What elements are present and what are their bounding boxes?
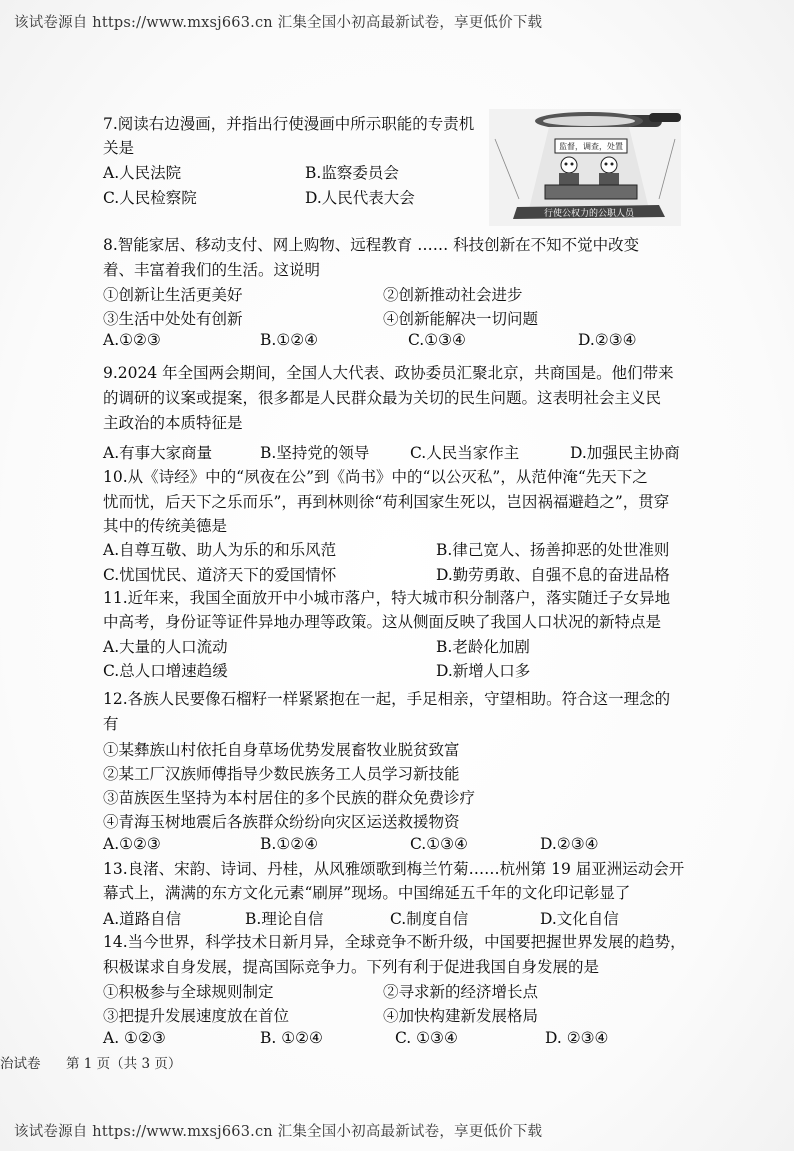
q11-option-a: A.大量的人口流动 — [103, 638, 228, 656]
q10-stem-line-3: 其中的传统美德是 — [103, 517, 228, 535]
q7-option-d: D.人民代表大会 — [305, 189, 415, 207]
q10-stem-line-2: 忧而忧，后天下之乐而乐”，再到林则徐“苟利国家生死以，岂因祸福避趋之”，贯穿 — [103, 493, 670, 511]
q14-stem-line-2: 积极谋求自身发展，提高国际竞争力。下列有利于促进我国自身发展的是 — [103, 958, 600, 976]
q12-option-a: A.①②③ — [103, 835, 161, 853]
q12-option-c: C.①③④ — [410, 835, 468, 853]
source-header: 该试卷源自 https://www.mxsj663.cn 汇集全国小初高最新试卷，享更低价下载 — [14, 15, 543, 31]
q14-option-c: C. ①③④ — [395, 1029, 458, 1047]
q7-stem-line-2: 关是 — [103, 139, 135, 157]
q11-stem-line-1: 11.近年来，我国全面放开中小城市落户，特大城市积分制落户，落实随迁子女异地 — [103, 589, 671, 607]
q14-statement-4: ④加快构建新发展格局 — [383, 1007, 539, 1025]
q11-stem-line-2: 中高考，身份证等证件异地办理等政策。这从侧面反映了我国人口状况的新特点是 — [103, 613, 662, 631]
q14-option-d: D. ②③④ — [545, 1029, 609, 1047]
q13-option-b: B.理论自信 — [245, 910, 324, 928]
q11-option-d: D.新增人口多 — [436, 662, 531, 680]
footer-subject-fragment: 治试卷 — [0, 1056, 41, 1072]
q14-statement-2: ②寻求新的经济增长点 — [383, 983, 539, 1001]
q14-option-a: A. ①②③ — [103, 1029, 166, 1047]
comic-sign: 监督，调查，处置 — [559, 142, 623, 151]
q8-option-b: B.①②④ — [260, 331, 319, 349]
q10-option-b: B.律己宽人、扬善抑恶的处世准则 — [436, 541, 670, 559]
q9-stem-line-1: 9.2024 年全国两会期间，全国人大代表、政协委员汇聚北京，共商国是。他们带来 — [103, 364, 674, 382]
q12-statement-1: ①某彝族山村依托自身草场优势发展畜牧业脱贫致富 — [103, 741, 460, 759]
page-number: 第 1 页（共 3 页） — [66, 1056, 182, 1072]
cartoon-illustration — [489, 109, 681, 226]
q10-option-c: C.忧国忧民、道济天下的爱国情怀 — [103, 566, 337, 584]
q12-statement-2: ②某工厂汉族师傅指导少数民族务工人员学习新技能 — [103, 765, 460, 783]
q10-option-d: D.勤劳勇敢、自强不息的奋进品格 — [436, 566, 670, 584]
q8-stem-line-2: 着、丰富着我们的生活。这说明 — [103, 261, 321, 279]
q8-option-d: D.②③④ — [578, 331, 637, 349]
q12-stem-line-2: 有 — [103, 715, 119, 733]
source-footer: 该试卷源自 https://www.mxsj663.cn 汇集全国小初高最新试卷，享更低价下载 — [14, 1124, 543, 1140]
q10-stem-line-1: 10.从《诗经》中的“夙夜在公”到《尚书》中的“以公灭私”，从范仲淹“先天下之 — [103, 468, 648, 486]
q8-statement-2: ②创新推动社会进步 — [383, 286, 523, 304]
q9-option-d: D.加强民主协商 — [570, 444, 680, 462]
q12-statement-3: ③苗族医生坚持为本村居住的多个民族的群众免费诊疗 — [103, 789, 476, 807]
q14-statement-3: ③把提升发展速度放在首位 — [103, 1007, 290, 1025]
q9-option-c: C.人民当家作主 — [410, 444, 520, 462]
q12-option-b: B.①②④ — [260, 835, 319, 853]
q8-statement-1: ①创新让生活更美好 — [103, 286, 243, 304]
q14-option-b: B. ①②④ — [260, 1029, 323, 1047]
q14-statement-1: ①积极参与全球规则制定 — [103, 983, 274, 1001]
q8-statement-4: ④创新能解决一切问题 — [383, 310, 539, 328]
q12-option-d: D.②③④ — [540, 835, 599, 853]
q8-option-c: C.①③④ — [408, 331, 466, 349]
q9-option-b: B.坚持党的领导 — [260, 444, 370, 462]
q8-stem-line-1: 8.智能家居、移动支付、网上购物、远程教育 …… 科技创新在不知不觉中改变 — [103, 236, 640, 254]
q9-stem-line-2: 的调研的议案或提案，很多都是人民群众最为关切的民生问题。这表明社会主义民 — [103, 389, 662, 407]
q8-statement-3: ③生活中处处有创新 — [103, 310, 243, 328]
q13-stem-line-2: 幕式上，满满的东方文化元素“刷屏”现场。中国绵延五千年的文化印记彰显了 — [103, 884, 631, 902]
q12-statement-4: ④青海玉树地震后各族群众纷纷向灾区运送救援物资 — [103, 813, 460, 831]
q9-stem-line-3: 主政治的本质特征是 — [103, 414, 243, 432]
q12-stem-line-1: 12.各族人民要像石榴籽一样紧紧抱在一起，手足相亲，守望相助。符合这一理念的 — [103, 690, 671, 708]
q13-option-d: D.文化自信 — [540, 910, 619, 928]
q7-option-a: A.人民法院 — [103, 164, 182, 182]
q9-option-a: A.有事大家商量 — [103, 444, 213, 462]
q7-option-c: C.人民检察院 — [103, 189, 197, 207]
q7-stem-line-1: 7.阅读右边漫画，并指出行使漫画中所示职能的专责机 — [103, 115, 475, 133]
q11-option-b: B.老龄化加剧 — [436, 638, 530, 656]
q8-option-a: A.①②③ — [103, 331, 161, 349]
q11-option-c: C.总人口增速趋缓 — [103, 662, 228, 680]
q14-stem-line-1: 14.当今世界，科学技术日新月异，全球竞争不断升级，中国要把握世界发展的趋势， — [103, 933, 686, 951]
comic-caption: 行使公权力的公职人员 — [543, 209, 635, 219]
q13-stem-line-1: 13.良渚、宋韵、诗词、丹桂，从风雅颂歌到梅兰竹菊……杭州第 19 届亚洲运动会开 — [103, 860, 685, 878]
q13-option-c: C.制度自信 — [390, 910, 469, 928]
q7-option-b: B.监察委员会 — [305, 164, 399, 182]
q10-option-a: A.自尊互敬、助人为乐的和乐风范 — [103, 541, 337, 559]
q13-option-a: A.道路自信 — [103, 910, 182, 928]
